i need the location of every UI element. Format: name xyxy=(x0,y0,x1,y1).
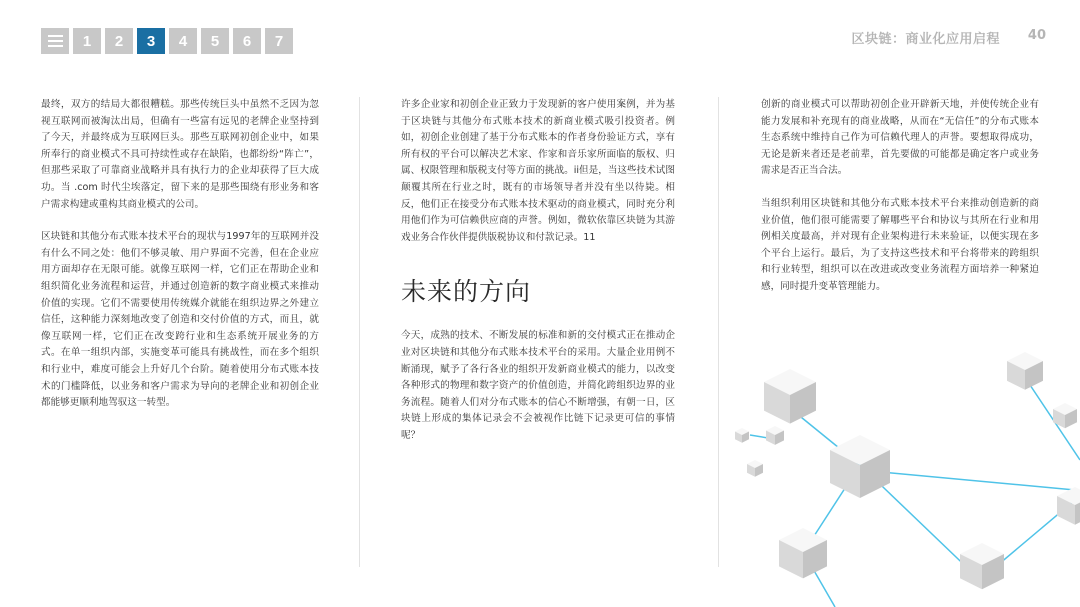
paragraph: 最终，双方的结局大都很糟糕。那些传统巨头中虽然不乏因为忽视互联网而被淘汰出局，但确有一些富有远见的老牌企业坚持到了今天，并最终成为互联网巨头。那些互联网初创企业中，如果所奉行的商业模式不具可持续性或存在缺陷，也都纷纷“阵亡”，但那些采取了可靠商业战略并具有执行力的企业却获得了巨大成功。当 .com 时代尘埃落定，留下来的是那些围绕有形业务和客户需求构建或重构其商业模式的公司。 xyxy=(41,99,319,210)
chapter-nav xyxy=(41,28,293,54)
cube-icon xyxy=(1007,352,1043,390)
cube-icon xyxy=(735,428,749,443)
section-heading: 未来的方向 xyxy=(401,277,532,307)
cube-icon xyxy=(747,460,763,477)
page-number: 40 xyxy=(1027,28,1046,43)
cube-network-illustration xyxy=(720,340,1080,607)
column-divider xyxy=(718,97,719,567)
cube-icon xyxy=(764,369,816,424)
document-title: 区块链：商业化应用启程 xyxy=(851,32,1000,47)
nav-page-5[interactable]: 5 xyxy=(201,28,229,54)
text-column-1 xyxy=(41,97,319,428)
paragraph: 创新的商业模式可以帮助初创企业开辟新天地，并使传统企业有能力发展和补充现有的商业战略，从而在“无信任”的分布式账本生态系统中维持自己作为可信赖代理人的声誉。要想取得成功，无论是新来者还是老前辈，首先要做的可能都是确定客户或业务需求是否正当合法。 xyxy=(761,99,1039,177)
menu-button[interactable] xyxy=(41,28,69,54)
cube-icon xyxy=(1057,487,1080,525)
text-column-3 xyxy=(761,97,1039,312)
menu-icon xyxy=(48,35,63,47)
nav-page-6[interactable]: 6 xyxy=(233,28,261,54)
cube-icon xyxy=(766,426,784,445)
text-column-2 xyxy=(401,97,675,461)
cube-icon xyxy=(830,435,890,498)
cube-icon xyxy=(779,528,827,578)
paragraph: 当组织利用区块链和其他分布式账本技术平台来推动创造新的商业价值，他们很可能需要了解哪些平台和协议与其所在行业和用例相关度最高，并对现有企业架构进行未来验证，以便实现在多个平台上运行。最后，为了支持这些技术和平台将带来的跨组织和行业转型，组织可以在改进或改变业务流程方面培养一种紧迫感，同时提升变革管理能力。 xyxy=(761,197,1039,292)
nav-page-1[interactable]: 1 xyxy=(73,28,101,54)
nav-page-2[interactable]: 2 xyxy=(105,28,133,54)
nav-page-3[interactable]: 3 xyxy=(137,28,165,54)
paragraph: 区块链和其他分布式账本技术平台的现状与1997年的互联网并没有什么不同之处：他们不够灵敏、用户界面不完善，但在企业应用方面却存在无限可能。就像互联网一样，它们正在帮助企业和组织简化业务流程和运营，并通过创造新的数字商业模式来推动价值的实现。它们不需要使用传统媒介就能在组织边界之外建立信任，这种能力深刻地改变了创造和交付价值的方式，而且，就像互联网一样，它们正在改变跨行业和生态系统开展业务的方式。在单一组织内部，实施变革可能具有挑战性，而在多个组织和行业中，难度可能会上升好几个台阶。随着使用分布式账本技术的门槛降低，以业务和客户需求为导向的老牌企业和初创企业都能够更顺利地驾驭这一转型。 xyxy=(41,231,319,409)
nav-page-4[interactable]: 4 xyxy=(169,28,197,54)
cube-icon xyxy=(960,543,1004,589)
nav-page-7[interactable]: 7 xyxy=(265,28,293,54)
column-divider xyxy=(359,97,360,567)
paragraph: 许多企业家和初创企业正致力于发现新的客户使用案例，并为基于区块链与其他分布式账本技术的新商业模式吸引投资者。例如，初创企业创建了基于分布式账本的作者身份验证方式，享有所有权的平台可以解决艺术家、作家和音乐家所面临的版权、归属、权限管理和版税支付等方面的挑战。ii但是，当这些技术试图颠覆其所在行业之时，既有的市场领导者并没有坐以待毙。相反，他们正在接受分布式账本技术驱动的商业模式，同时充分利用他们作为可信赖供应商的声誉。例如，微软依靠区块链为其游戏业务合作伙伴提供版税协议和付款记录。11 xyxy=(401,99,675,243)
paragraph: 今天，成熟的技术、不断发展的标准和新的交付模式正在推动企业对区块链和其他分布式账本技术平台的采用。大量企业用例不断涌现，赋予了各行各业的组织开发新商业模式的能力，以改变各种形式的物理和数字资产的价值创造，并简化跨组织边界的业务流程。随着人们对分布式账本的信心不断增强，有朝一日，区块链上形成的集体记录会不会被视作比链下记录更可信的事情呢？ xyxy=(401,330,675,441)
